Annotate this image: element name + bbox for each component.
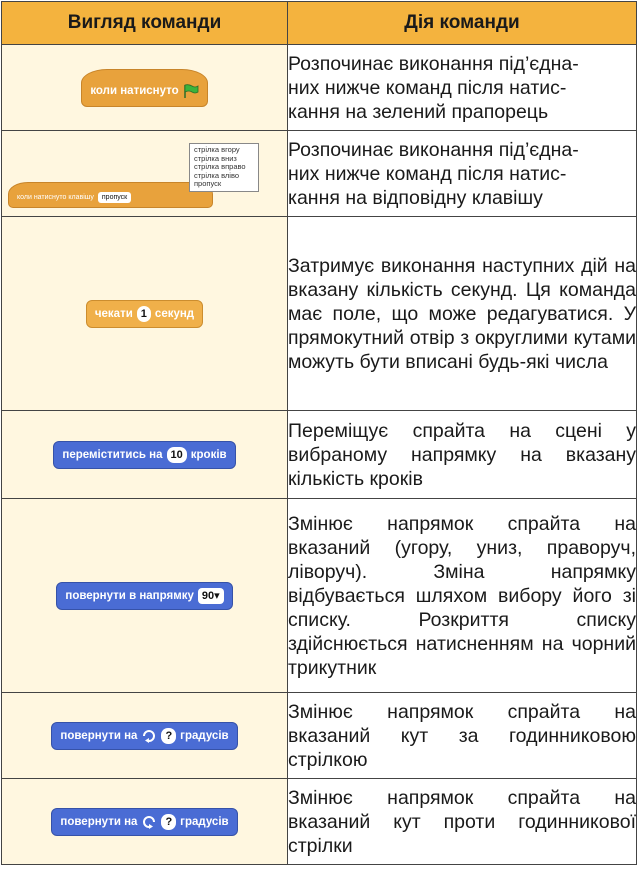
block-cell [2,131,288,217]
block-label: секунд [154,307,195,320]
when-flag-clicked-block [81,69,207,107]
point-in-direction-block [56,582,232,610]
block-cell [2,45,288,131]
block-label: градусів [180,815,229,828]
description-cell [288,131,637,217]
block-label: чекати [94,307,133,320]
block-cell [2,779,288,865]
dropdown-option[interactable]: стрілка вліво [194,170,240,180]
green-flag-icon [183,84,199,98]
dropdown-option[interactable]: стрілка вгору [194,145,240,154]
rotate-clockwise-icon [141,728,157,744]
description-cell [288,693,637,779]
seconds-input[interactable]: 1 [137,306,151,322]
table-row [2,131,637,217]
block-cell [2,499,288,693]
key-dropdown-list [189,143,259,192]
description-text: Розпочинає виконання під’єдна- них нижче команд після натис- кання на відповідну клавішу [288,138,579,209]
block-cell [2,693,288,779]
block-label: переміститись на [62,448,163,461]
degrees-input[interactable]: ? [161,814,176,830]
description-cell [288,411,637,499]
block-label: коли натиснуто [90,84,179,97]
block-label: повернути в напрямку [65,589,194,602]
description-text: Розпочинає виконання під’єдна- них нижче команд після натис- кання на зелений прапорець [288,52,579,123]
dropdown-option[interactable]: стрілка вниз [194,153,237,163]
description-text: Затримує виконання наступних дій на вказану кількість секунд. Ця команда має поле, що може редагуватися. У прямокутний отвір з округлими кутами можуть бути вписані будь-які числа [288,254,636,373]
description-text: Змінює напрямок спрайта на вказаний кут за годинниковою стрілкою [288,700,636,771]
table-row [2,45,637,131]
block-label: коли натиснуто клавішу [17,193,94,201]
move-steps-block [53,441,235,469]
table-row [2,411,637,499]
turn-right-block [51,722,237,750]
steps-input[interactable]: 10 [167,447,187,463]
description-cell [288,45,637,131]
commands-table [1,1,637,865]
degrees-input[interactable]: ? [161,728,176,744]
turn-left-block [51,808,237,836]
key-dropdown[interactable]: пропуск [98,192,131,203]
dropdown-option[interactable]: пропуск [194,179,222,188]
table-row [2,779,637,865]
table-row [2,693,637,779]
header-row [2,2,637,45]
description-cell [288,217,637,411]
block-label: повернути на [60,815,138,828]
block-cell [2,217,288,411]
block-label: кроків [190,448,227,461]
header-action: Дія команди [288,2,637,45]
table-row [2,217,637,411]
table-row [2,499,637,693]
header-block-view: Вигляд команди [2,2,288,45]
when-key-pressed-block [8,182,213,208]
block-label: градусів [180,729,229,742]
description-cell [288,779,637,865]
wait-seconds-block [86,300,203,328]
block-label: повернути на [60,729,138,742]
block-cell [2,411,288,499]
description-text: Змінює напрямок спрайта на вказаний кут проти годинникової стрілки [288,786,636,857]
description-text: Змінює напрямок спрайта на вказаний (угору, униз, праворуч, ліворуч). Зміна напрямку відбувається шляхом вибору його зі списку. Розкриття списку здійснюється натисненням на чорний трикутник [288,512,636,679]
description-text: Переміщує спрайта на сцені у вибраному напрямку на вказану кількість кроків [288,419,636,490]
direction-dropdown[interactable]: 90▾ [198,588,224,604]
dropdown-option[interactable]: стрілка вправо [194,162,246,171]
description-cell [288,499,637,693]
rotate-counterclockwise-icon [141,814,157,830]
